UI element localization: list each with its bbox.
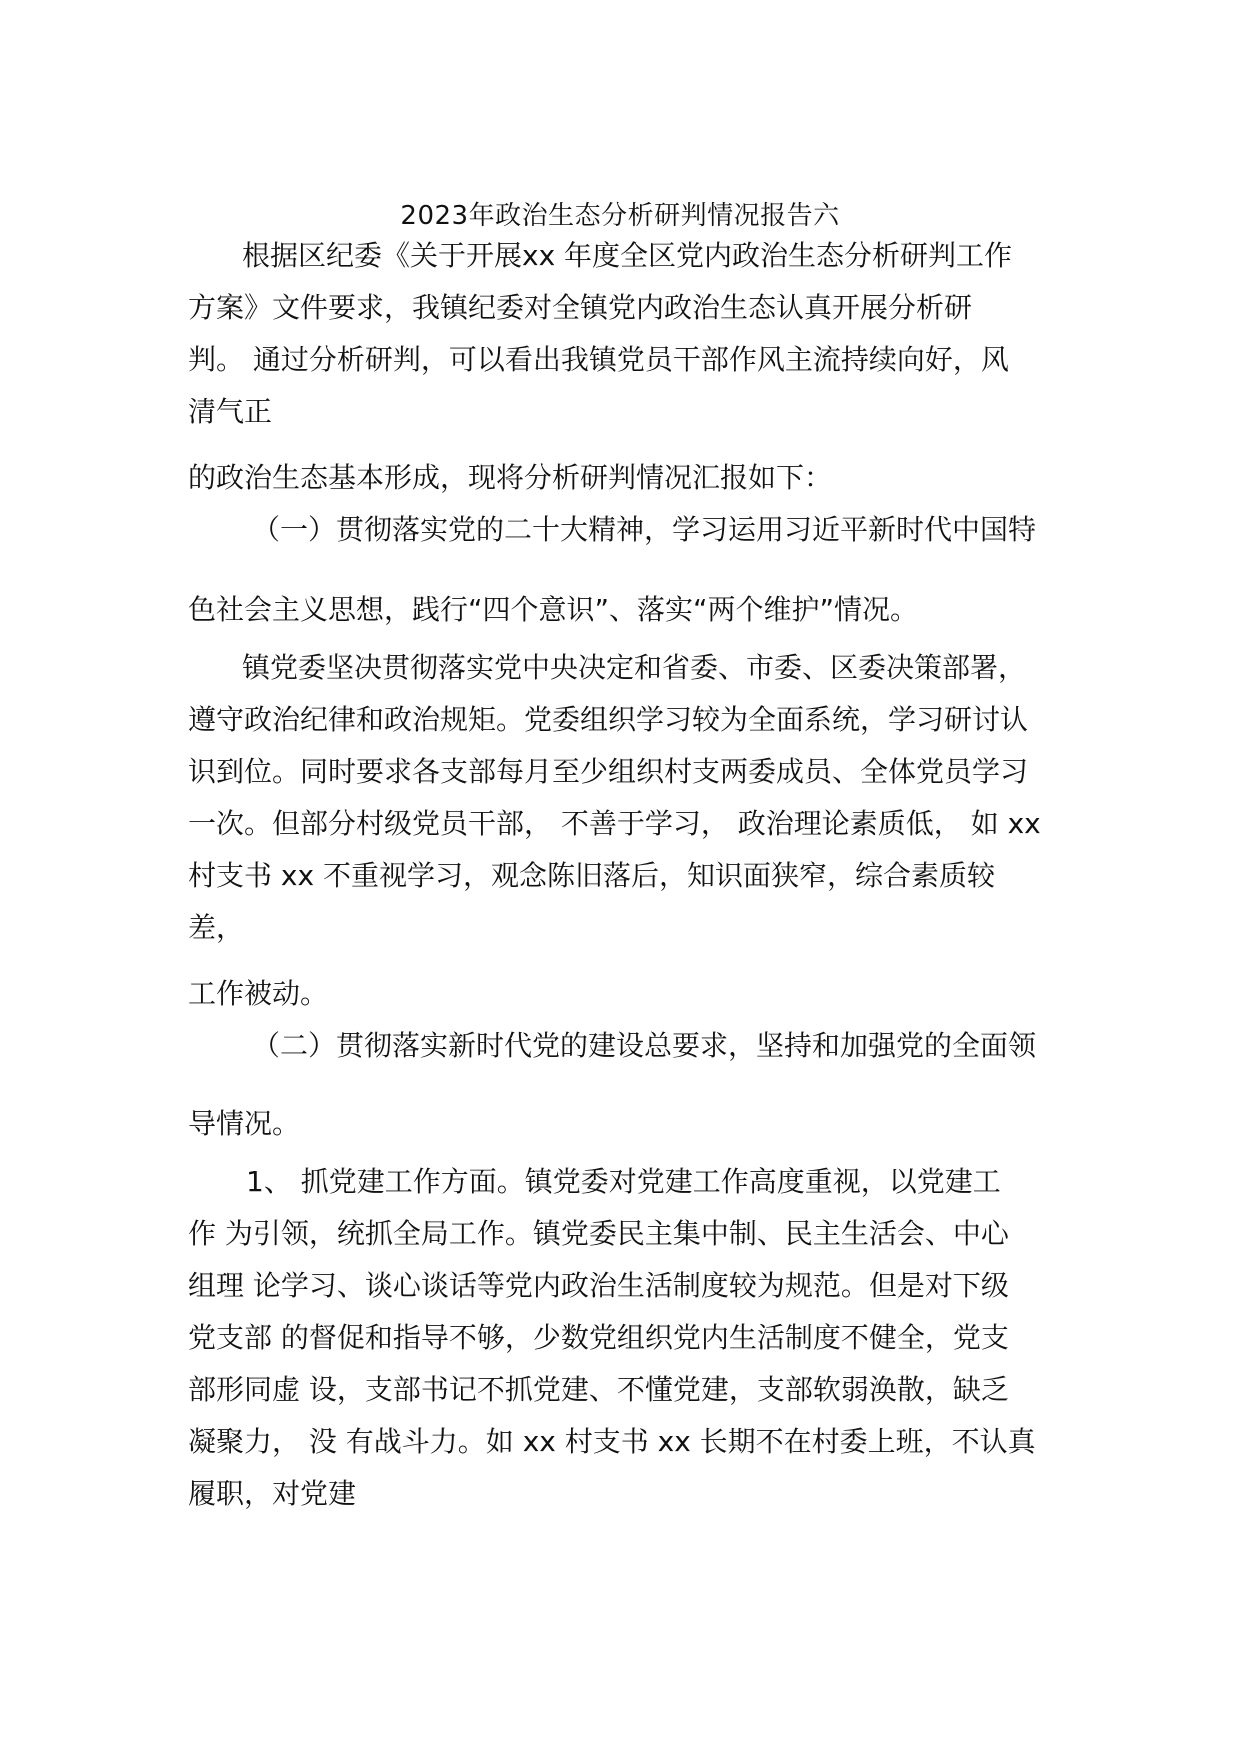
paragraph-line: 组理 论学习、谈心谈话等党内政治生活制度较为规范。但是对下级: [188, 1269, 1009, 1302]
paragraph-line: 方案》文件要求，我镇纪委对全镇党内政治生态认真开展分析研: [188, 291, 973, 324]
paragraph-line: 清气正: [188, 395, 273, 428]
paragraph-line: 遵守政治纪律和政治规矩。党委组织学习较为全面系统，学习研讨认: [188, 703, 1029, 736]
paragraph-line: 履职，对党建: [188, 1477, 357, 1510]
paragraph-line: 工作被动。: [188, 977, 329, 1010]
paragraph-line: 部形同虚 设，支部书记不抓党建、不懂党建，支部软弱涣散，缺乏: [188, 1373, 1009, 1406]
paragraph-line: 党支部 的督促和指导不够，少数党组织党内生活制度不健全，党支: [188, 1321, 1009, 1354]
paragraph-line: 1、 抓党建工作方面。镇党委对党建工作高度重视，以党建工: [246, 1165, 1001, 1198]
paragraph-line: 村支书 xx 不重视学习，观念陈旧落后，知识面狭窄，综合素质较: [188, 859, 995, 892]
section-heading-line: 导情况。: [188, 1107, 301, 1140]
paragraph-line: 差，: [188, 911, 245, 944]
section-heading-line: 色社会主义思想，践行“四个意识”、落实“两个维护”情况。: [188, 593, 919, 626]
paragraph-line: 根据区纪委《关于开展xx 年度全区党内政治生态分析研判工作: [242, 239, 1013, 272]
paragraph-line: 作 为引领，统抓全局工作。镇党委民主集中制、民主生活会、中心: [188, 1217, 1009, 1250]
paragraph-line: 一次。但部分村级党员干部， 不善于学习， 政治理论素质低， 如 xx: [188, 807, 1041, 840]
paragraph-line: 的政治生态基本形成，现将分析研判情况汇报如下：: [188, 461, 833, 494]
section-heading-line: （一）贯彻落实党的二十大精神，学习运用习近平新时代中国特: [252, 513, 1037, 546]
paragraph-line: 识到位。同时要求各支部每月至少组织村支两委成员、全体党员学习: [188, 755, 1029, 788]
document-title: 2023年政治生态分析研判情况报告六: [400, 201, 840, 231]
paragraph-line: 判。 通过分析研判，可以看出我镇党员干部作风主流持续向好，风: [188, 343, 1009, 376]
section-heading-line: （二）贯彻落实新时代党的建设总要求，坚持和加强党的全面领: [252, 1029, 1037, 1062]
paragraph-line: 凝聚力， 没 有战斗力。如 xx 村支书 xx 长期不在村委上班，不认真: [188, 1425, 1036, 1458]
paragraph-line: 镇党委坚决贯彻落实党中央决定和省委、市委、区委决策部署，: [242, 651, 1027, 684]
